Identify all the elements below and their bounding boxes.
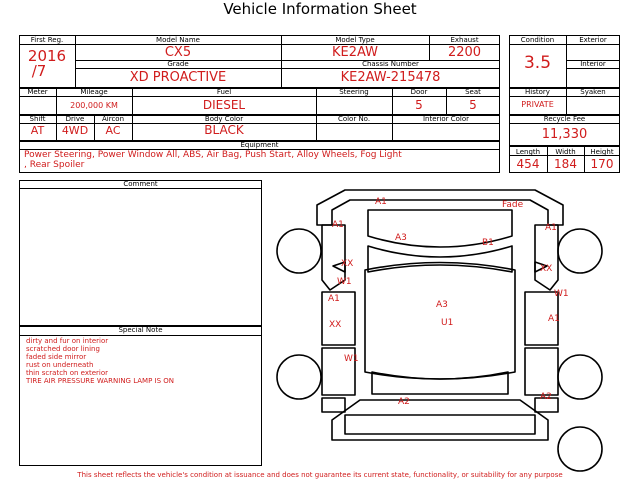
- mileage-value: 200,000 KM: [70, 101, 118, 110]
- fuel-value: DIESEL: [202, 98, 246, 112]
- special-note-line: scratched door lining: [26, 345, 100, 353]
- roof-outline: [365, 263, 515, 380]
- model-type-label: Model Type: [335, 36, 375, 44]
- length-label: Length: [515, 148, 541, 156]
- aircon-value: AC: [105, 124, 121, 137]
- model-type-value: KE2AW: [331, 45, 379, 60]
- syaken-label: Syaken: [580, 88, 606, 96]
- chassis-number-value: KE2AW-215478: [340, 70, 441, 85]
- fuel-label: Fuel: [216, 88, 232, 96]
- exhaust-label: Exhaust: [450, 36, 479, 44]
- length-value: 454: [516, 157, 540, 171]
- seat-label: Seat: [465, 88, 481, 96]
- first-reg-month: /7: [31, 62, 47, 80]
- steering-label: Steering: [339, 88, 369, 96]
- disclaimer-footer: This sheet reflects the vehicle's condition at issuance and does not guarantee its current state, functionality, or suitability for any purpose: [77, 471, 563, 479]
- special-note-line: dirty and fur on interior: [26, 337, 109, 345]
- door-value: 5: [415, 98, 423, 112]
- rear-left-wheel: [277, 355, 321, 399]
- grade-value: XD PROACTIVE: [129, 70, 227, 85]
- right-side-outline: [535, 225, 558, 290]
- model-name-value: CX5: [164, 45, 192, 60]
- equipment-label: Equipment: [240, 141, 279, 149]
- damage-mark-left-w1-upper: W1: [337, 277, 352, 287]
- shift-value: AT: [30, 124, 45, 137]
- seat-value: 5: [469, 98, 477, 112]
- damage-mark-fade: Fade: [502, 200, 524, 210]
- special-note-line: TIRE AIR PRESSURE WARNING LAMP IS ON: [26, 377, 175, 385]
- special-note-line: thin scratch on exterior: [26, 369, 109, 377]
- tailgate-outline: [345, 415, 535, 434]
- chassis-number-label: Chassis Number: [362, 60, 419, 68]
- equipment-line-2: , Rear Spoiler: [24, 160, 85, 170]
- damage-mark-hood: A3: [395, 233, 407, 243]
- recycle-fee-value: 11,330: [541, 127, 588, 142]
- first-reg-label: First Reg.: [30, 36, 64, 44]
- damage-mark-left-xx-lower: XX: [329, 320, 342, 330]
- body-color-label: Body Color: [204, 115, 244, 123]
- width-label: Width: [555, 148, 576, 156]
- condition-score: 3.5: [523, 53, 552, 73]
- grade-label: Grade: [167, 60, 189, 68]
- body-color-value: BLACK: [204, 123, 244, 137]
- damage-mark-roof: A3: [436, 300, 448, 310]
- height-label: Height: [590, 148, 614, 156]
- special-note-line: faded side mirror: [26, 353, 87, 361]
- windshield-outline: [368, 246, 512, 272]
- shift-label: Shift: [29, 115, 46, 123]
- damage-mark-left-a1: A1: [328, 294, 340, 304]
- width-value: 184: [554, 157, 577, 171]
- exterior-label: Exterior: [579, 36, 607, 44]
- damage-mark-front-bumper: A1: [375, 197, 387, 207]
- special-note-line: rust on underneath: [26, 361, 94, 369]
- left-rear-fender-outline: [322, 398, 345, 412]
- color-no-label: Color No.: [337, 115, 371, 123]
- damage-mark-right-a1: A1: [548, 314, 560, 324]
- interior-color-label: Interior Color: [422, 115, 470, 123]
- exhaust-value: 2200: [447, 45, 482, 60]
- damage-mark-right-w1: W1: [554, 289, 569, 299]
- damage-mark-rear: A2: [398, 397, 410, 407]
- spare-wheel: [558, 427, 602, 471]
- damage-mark-rear-right: A2: [540, 392, 552, 402]
- history-value: PRIVATE: [521, 100, 554, 109]
- mileage-label: Mileage: [80, 88, 108, 96]
- special-note-label: Special Note: [118, 326, 163, 334]
- right-rear-door-outline: [525, 348, 558, 395]
- comment-label: Comment: [123, 180, 158, 188]
- damage-mark-windshield: B1: [482, 238, 494, 248]
- front-left-wheel: [277, 229, 321, 273]
- sheet-title: Vehicle Information Sheet: [223, 0, 417, 18]
- door-label: Door: [410, 88, 428, 96]
- rear-right-wheel: [558, 355, 602, 399]
- history-label: History: [525, 88, 550, 96]
- first-reg-year: 2016: [27, 47, 67, 65]
- model-name-label: Model Name: [156, 36, 200, 44]
- damage-mark-cabin: U1: [441, 318, 454, 328]
- meter-label: Meter: [27, 88, 48, 96]
- damage-mark-front-right-fender: A1: [545, 223, 557, 233]
- drive-label: Drive: [65, 115, 85, 123]
- damage-mark-left-front-xx: XX: [341, 259, 354, 269]
- damage-mark-front-left-fender: A1: [332, 220, 344, 230]
- drive-value: 4WD: [61, 124, 89, 137]
- interior-label: Interior: [580, 60, 606, 68]
- height-value: 170: [590, 157, 614, 171]
- damage-mark-right-front-xx: XX: [540, 264, 553, 274]
- aircon-label: Aircon: [101, 115, 125, 123]
- recycle-fee-label: Recycle Fee: [543, 115, 586, 123]
- front-right-wheel: [558, 229, 602, 273]
- rear-window-outline: [372, 372, 508, 394]
- condition-label: Condition: [520, 36, 555, 44]
- equipment-line-1: Power Steering, Power Window All, ABS, Air Bag, Push Start, Alloy Wheels, Fog Light: [24, 150, 402, 160]
- front-bumper-outline: [317, 190, 563, 225]
- damage-mark-left-w1-lower: W1: [344, 354, 359, 364]
